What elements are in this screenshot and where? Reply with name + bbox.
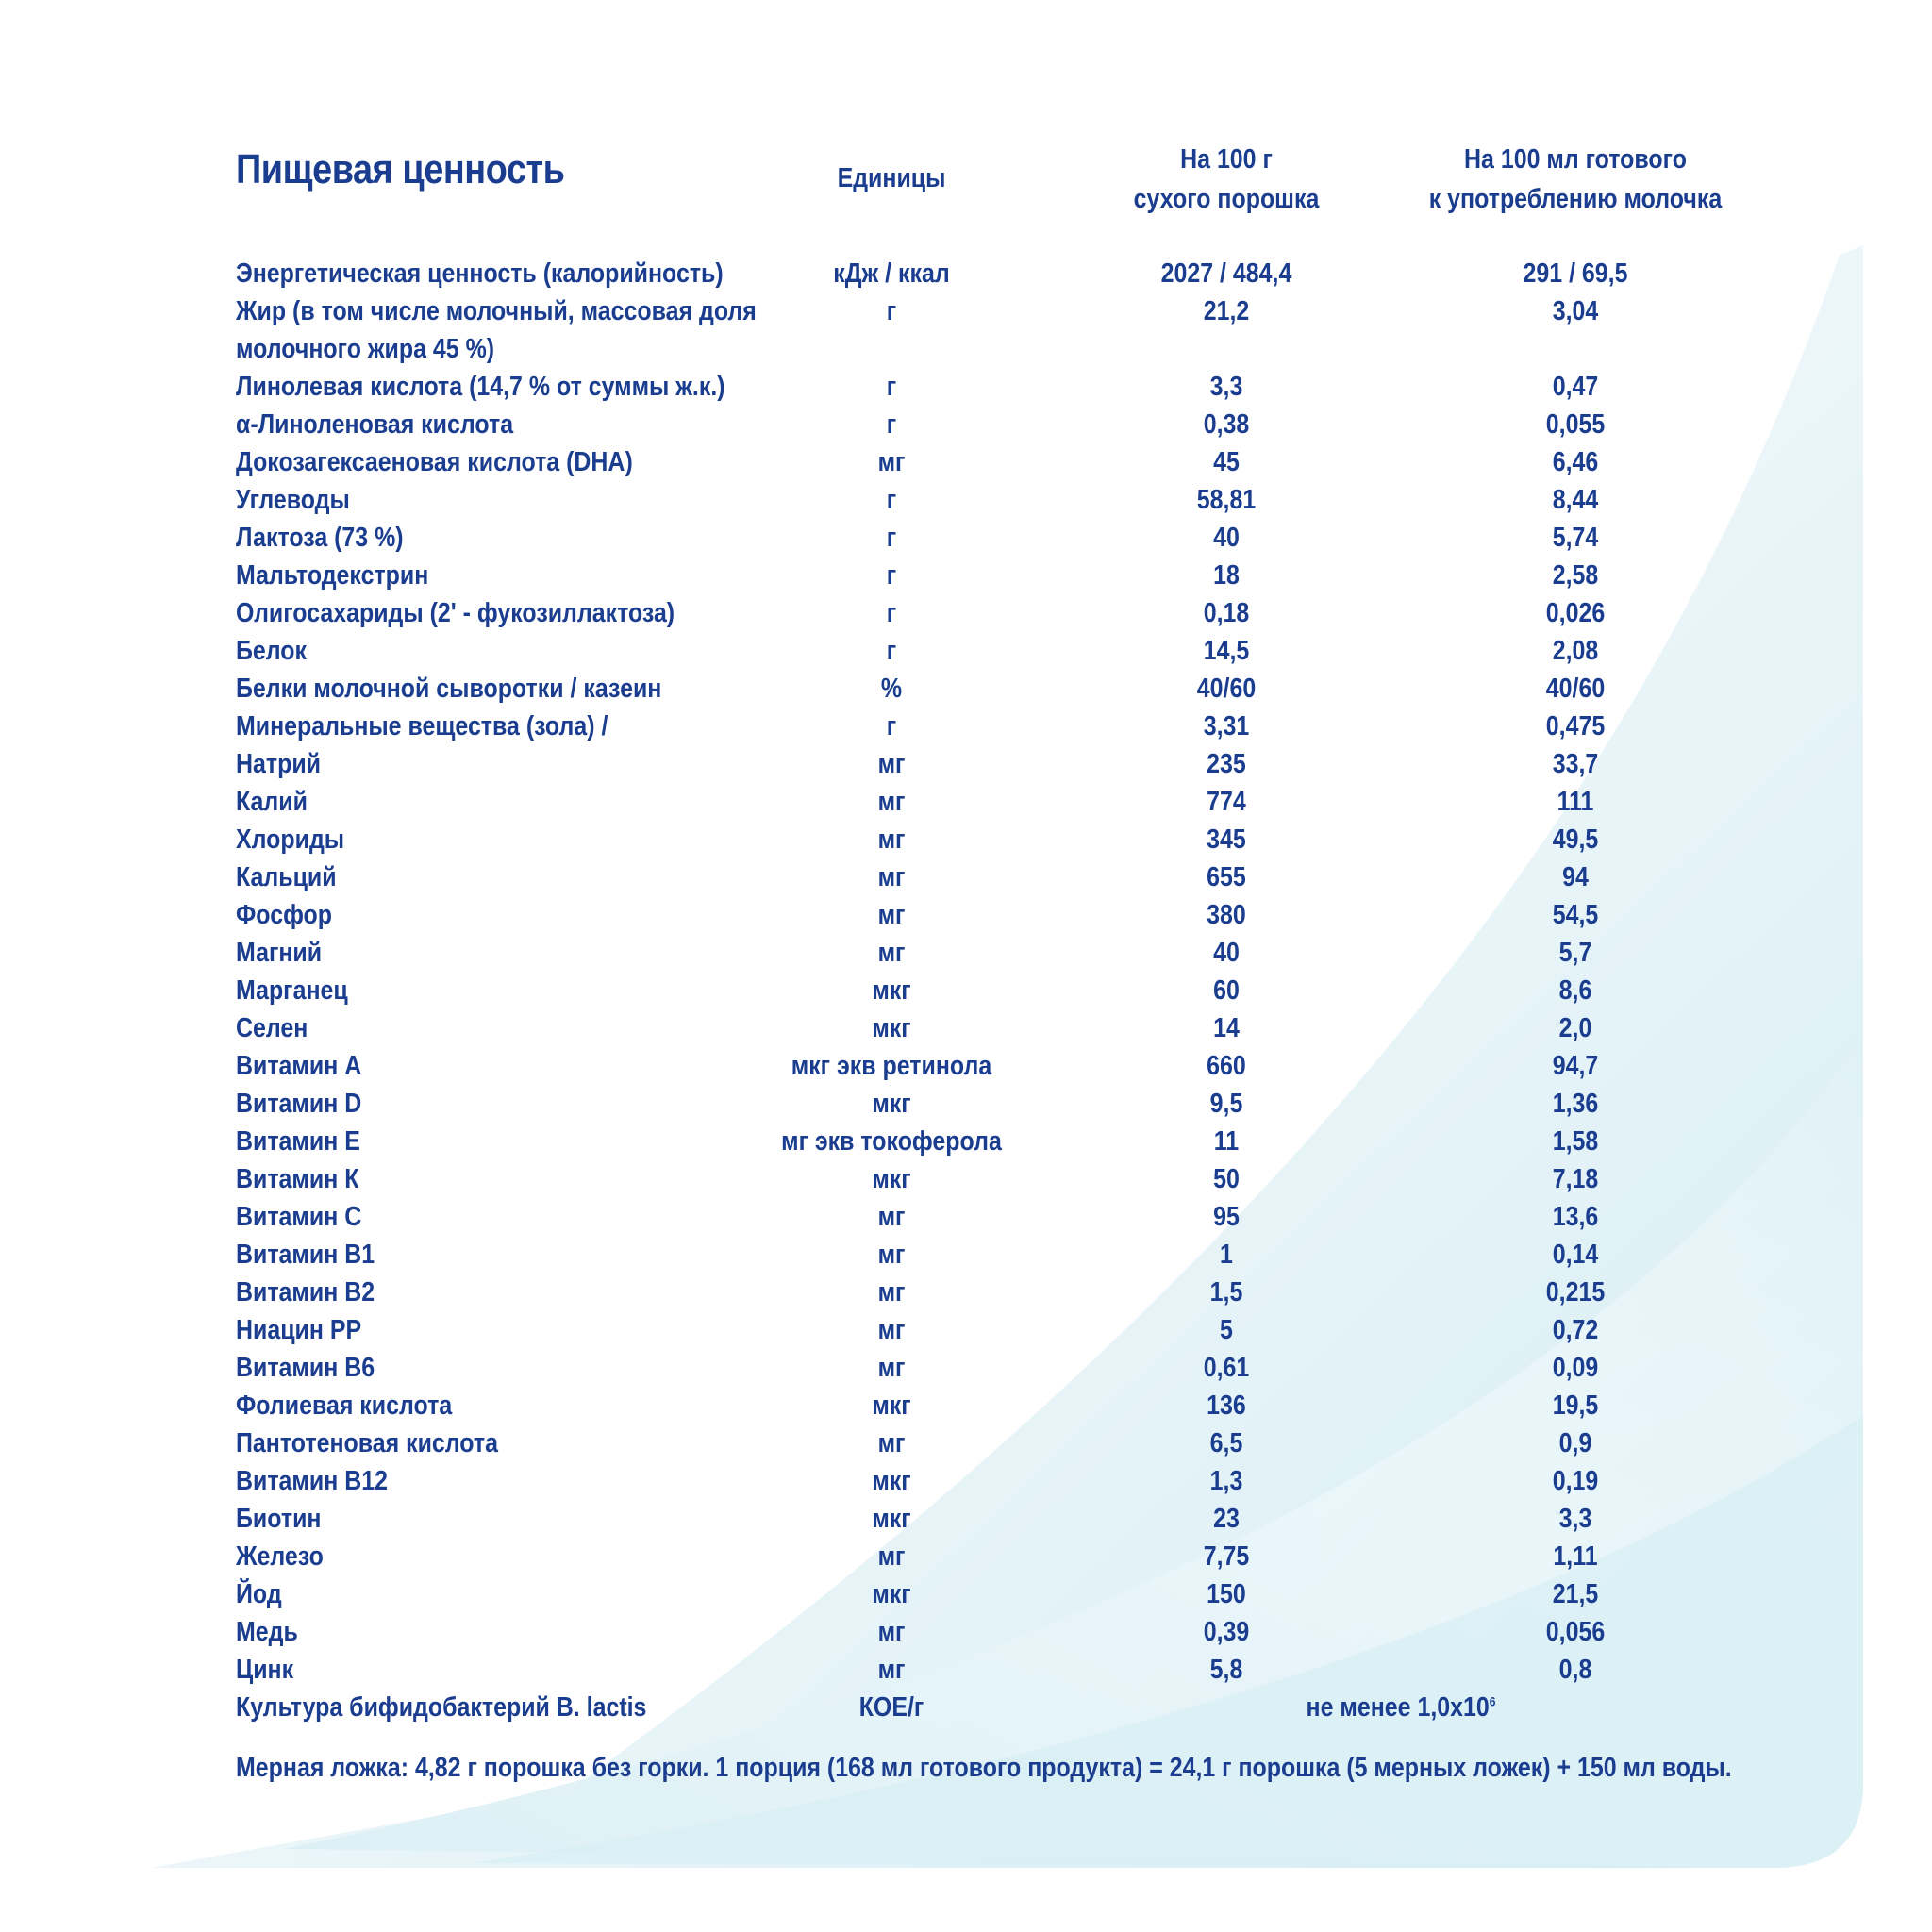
value-per-100g: 95 — [1213, 1202, 1240, 1232]
nutrient-name-line: Жир (в том числе молочный, массовая доля — [236, 296, 757, 326]
page-title: Пищевая ценность — [236, 146, 565, 192]
nutrient-name-line: Белок — [236, 636, 308, 666]
nutrient-name-line: Кальций — [236, 862, 337, 892]
table-row — [0, 1500, 1932, 1538]
table-row — [0, 670, 1932, 708]
value-per-100ml: 0,72 — [1552, 1315, 1599, 1345]
value-per-100g: 40 — [1213, 938, 1240, 968]
nutrient-name — [236, 292, 757, 368]
value-per-100g: 14 — [1213, 1013, 1240, 1043]
table-row — [0, 594, 1932, 632]
table-row — [0, 1689, 1932, 1726]
nutrient-name: Культура бифидобактерий B. lactis — [236, 1692, 647, 1723]
table-row — [0, 1538, 1932, 1575]
nutrient-name-line: Натрий — [236, 749, 322, 779]
nutrient-name — [236, 783, 308, 821]
nutrient-name-line: Пантотеновая кислота — [236, 1428, 498, 1458]
nutrient-unit: КОЕ/г — [858, 1692, 924, 1723]
nutrition-table — [0, 255, 1932, 1726]
value-per-100ml: 1,58 — [1552, 1126, 1599, 1157]
table-row — [0, 632, 1932, 670]
nutrient-name — [236, 858, 337, 896]
value-per-100g: 3,31 — [1203, 711, 1250, 741]
table-row — [0, 896, 1932, 934]
nutrient-unit: мг экв токоферола — [781, 1126, 1002, 1157]
nutrient-name-line: Олигосахариды (2' - фукозиллактоза) — [236, 598, 675, 628]
serving-note: Мерная ложка: 4,82 г порошка без горки. 1 порция (168 мл готового продукта) = 24,1 г порошка (5 мерных ложек) + 150 мл воды. — [236, 1753, 1732, 1783]
nutrient-unit: г — [886, 711, 897, 741]
nutrient-unit: мг — [877, 1315, 906, 1345]
nutrient-name — [236, 1123, 360, 1160]
nutrient-unit: г — [886, 636, 897, 666]
nutrient-name-line: Марганец — [236, 975, 348, 1006]
nutrient-name — [236, 1311, 361, 1349]
nutrient-unit: мг — [877, 1428, 906, 1458]
value-per-100ml: 40/60 — [1545, 674, 1606, 704]
value-per-100ml: 8,44 — [1552, 485, 1599, 515]
value-per-100ml: 0,055 — [1545, 409, 1606, 440]
nutrient-name — [236, 934, 322, 972]
value-per-100ml: 49,5 — [1552, 824, 1599, 855]
nutrient-name — [236, 1575, 282, 1613]
nutrient-unit: мкг экв ретинола — [791, 1051, 992, 1081]
nutrient-name-line: Биотин — [236, 1504, 322, 1534]
value-per-100g: 660 — [1207, 1051, 1246, 1081]
value-per-100g: 1 — [1220, 1240, 1233, 1270]
value-per-100ml: 0,056 — [1545, 1617, 1606, 1647]
value-per-100g: 380 — [1207, 900, 1246, 930]
table-row — [0, 255, 1932, 292]
value-text: не менее 1,0x10 — [1306, 1692, 1490, 1723]
nutrient-unit: г — [886, 409, 897, 440]
nutrient-name — [236, 1424, 498, 1462]
table-row — [0, 1387, 1932, 1424]
nutrient-name-line: Витамин D — [236, 1089, 362, 1119]
table-row — [0, 1085, 1932, 1123]
nutrient-unit: кДж / ккал — [833, 258, 950, 289]
nutrient-name — [236, 557, 428, 594]
value-per-100ml: 3,3 — [1558, 1504, 1592, 1534]
value-exponent: 6 — [1489, 1693, 1496, 1709]
value-per-100g: 150 — [1207, 1579, 1246, 1609]
value-per-100g: 40 — [1213, 523, 1240, 553]
value-per-100g: 11 — [1213, 1126, 1240, 1157]
nutrient-unit: мкг — [872, 1504, 911, 1534]
nutrient-name — [236, 745, 321, 783]
nutrient-name-line: Энергетическая ценность (калорийность) — [236, 258, 724, 289]
table-row — [0, 443, 1932, 481]
nutrient-name — [236, 1160, 358, 1198]
column-header-per-100ml-line1: На 100 мл готового — [1464, 144, 1687, 175]
nutrient-name — [236, 1462, 388, 1500]
table-row — [0, 1613, 1932, 1651]
nutrient-unit: мг — [877, 824, 906, 855]
nutrient-unit: мкг — [872, 1164, 911, 1194]
value-per-100ml: 0,9 — [1558, 1428, 1592, 1458]
value-per-100ml: 0,475 — [1545, 711, 1606, 741]
value-per-100ml: 1,36 — [1552, 1089, 1599, 1119]
nutrient-name — [236, 1198, 361, 1236]
nutrient-name-line: Калий — [236, 787, 308, 817]
value-per-100g: 5,8 — [1209, 1655, 1243, 1685]
column-header-units — [729, 158, 1054, 198]
nutrient-unit: г — [886, 296, 897, 326]
nutrient-unit: г — [886, 560, 897, 591]
nutrient-name — [236, 1613, 298, 1651]
value-per-100g: 3,3 — [1209, 372, 1243, 402]
table-row — [0, 1651, 1932, 1689]
value-per-100ml: 5,74 — [1552, 523, 1599, 553]
table-row — [0, 368, 1932, 406]
value-per-100g: 14,5 — [1203, 636, 1250, 666]
nutrient-unit: мкг — [872, 1089, 911, 1119]
table-row — [0, 519, 1932, 557]
value-per-100g: 5 — [1220, 1315, 1233, 1345]
value-per-100ml: 0,09 — [1552, 1353, 1599, 1383]
value-per-100ml: 5,7 — [1558, 938, 1592, 968]
nutrient-name — [236, 896, 332, 934]
value-per-100g: 0,18 — [1203, 598, 1250, 628]
nutrient-unit: мкг — [872, 1466, 911, 1496]
table-row — [0, 481, 1932, 519]
column-header-per-100g-line2: сухого порошка — [1133, 184, 1320, 214]
nutrient-name-line: Мальтодекстрин — [236, 560, 429, 591]
nutrient-unit: мг — [877, 447, 906, 477]
nutrient-name-line: Лактоза (73 %) — [236, 523, 404, 553]
table-row — [0, 858, 1932, 896]
value-per-100ml: 54,5 — [1552, 900, 1599, 930]
table-row — [0, 1575, 1932, 1613]
nutrient-name — [236, 1387, 452, 1424]
value-per-100g: 6,5 — [1209, 1428, 1243, 1458]
table-row — [0, 292, 1932, 368]
value-per-100g: 18 — [1213, 560, 1240, 591]
nutrient-unit: мг — [877, 1277, 906, 1307]
nutrient-unit: мг — [877, 938, 906, 968]
value-per-100g: 21,2 — [1203, 296, 1250, 326]
nutrient-name-line: Фолиевая кислота — [236, 1391, 453, 1421]
value-per-100ml: 1,11 — [1553, 1541, 1598, 1572]
value-per-100g: 45 — [1213, 447, 1240, 477]
nutrient-name — [236, 972, 348, 1009]
value-per-100g: 50 — [1213, 1164, 1240, 1194]
value-per-100g: 0,38 — [1203, 409, 1250, 440]
nutrient-unit: г — [886, 372, 897, 402]
table-row — [0, 1349, 1932, 1387]
nutrient-name — [236, 1047, 361, 1085]
nutrient-name-line: молочного жира 45 %) — [236, 334, 495, 364]
value-per-100ml: 21,5 — [1552, 1579, 1599, 1609]
nutrient-name-line: Ниацин PP — [236, 1315, 362, 1345]
nutrient-name — [236, 481, 350, 519]
nutrient-name-line: Фосфор — [236, 900, 333, 930]
nutrient-unit: мг — [877, 749, 906, 779]
nutrient-name-line: Витамин C — [236, 1202, 362, 1232]
column-header-per-100g — [1064, 140, 1389, 219]
nutrient-name-line: Витамин B1 — [236, 1240, 375, 1270]
value-per-100ml: 19,5 — [1552, 1391, 1599, 1421]
value-per-100ml: 2,0 — [1558, 1013, 1592, 1043]
value-per-100g: 2027 / 484,4 — [1160, 258, 1292, 289]
nutrient-unit: мкг — [872, 975, 911, 1006]
table-row — [0, 745, 1932, 783]
value-per-100g: 1,3 — [1209, 1466, 1243, 1496]
value-per-100g: 0,61 — [1203, 1353, 1250, 1383]
value-per-100ml: 291 / 69,5 — [1523, 258, 1628, 289]
value-per-100ml: 13,6 — [1552, 1202, 1599, 1232]
nutrient-unit: мг — [877, 1655, 906, 1685]
table-row — [0, 1160, 1932, 1198]
value-per-100g: 1,5 — [1209, 1277, 1243, 1307]
value-per-100ml: 8,6 — [1558, 975, 1592, 1006]
value-per-100g: 0,39 — [1203, 1617, 1250, 1647]
table-row — [0, 708, 1932, 745]
nutrient-unit: мкг — [872, 1579, 911, 1609]
nutrient-name-line: Витамин К — [236, 1164, 359, 1194]
nutrient-unit: мг — [877, 862, 906, 892]
value-per-100ml: 0,215 — [1545, 1277, 1606, 1307]
nutrient-name-line: Витамин E — [236, 1126, 360, 1157]
value-spanning — [1239, 1689, 1563, 1726]
table-row — [0, 1198, 1932, 1236]
nutrient-name-line: Медь — [236, 1617, 298, 1647]
nutrient-name-line: Йод — [236, 1579, 282, 1609]
nutrient-name — [236, 406, 513, 443]
value-per-100g: 235 — [1207, 749, 1246, 779]
nutrient-name-line: Линолевая кислота (14,7 % от суммы ж.к.) — [236, 372, 725, 402]
value-per-100g: 774 — [1207, 787, 1246, 817]
value-per-100g: 40/60 — [1196, 674, 1257, 704]
table-row — [0, 1047, 1932, 1085]
nutrient-name-line: Витамин B6 — [236, 1353, 375, 1383]
nutrient-name-line: Минеральные вещества (зола) / — [236, 711, 608, 741]
table-row — [0, 1311, 1932, 1349]
table-row — [0, 1462, 1932, 1500]
nutrient-name — [236, 1085, 361, 1123]
table-row — [0, 1424, 1932, 1462]
nutrient-name-line: Витамин B2 — [236, 1277, 375, 1307]
nutrient-name — [236, 1538, 324, 1575]
value-per-100ml: 2,58 — [1552, 560, 1599, 591]
value-per-100ml: 0,47 — [1552, 372, 1599, 402]
nutrient-name-line: Железо — [236, 1541, 324, 1572]
table-row — [0, 1009, 1932, 1047]
value-per-100g: 345 — [1207, 824, 1246, 855]
nutrient-name — [236, 1651, 293, 1689]
nutrient-unit: г — [886, 523, 897, 553]
value-per-100ml: 3,04 — [1552, 296, 1599, 326]
nutrient-unit: г — [886, 598, 897, 628]
value-per-100g: 7,75 — [1203, 1541, 1250, 1572]
table-row — [0, 934, 1932, 972]
nutrient-unit: мг — [877, 1202, 906, 1232]
nutrient-name — [236, 255, 724, 292]
nutrient-name — [236, 1500, 321, 1538]
value-per-100ml: 0,8 — [1558, 1655, 1592, 1685]
value-per-100g: 655 — [1207, 862, 1246, 892]
table-row — [0, 972, 1932, 1009]
nutrient-name-line: Селен — [236, 1013, 308, 1043]
nutrient-unit: мкг — [872, 1391, 911, 1421]
nutrient-unit: г — [886, 485, 897, 515]
value-per-100ml: 6,46 — [1552, 447, 1599, 477]
table-row — [0, 821, 1932, 858]
nutrient-name-line: Хлориды — [236, 824, 345, 855]
nutrient-unit: мг — [877, 1617, 906, 1647]
value-per-100ml: 2,08 — [1552, 636, 1599, 666]
nutrient-name-line: Магний — [236, 938, 323, 968]
nutrient-name — [236, 670, 661, 708]
value-per-100ml: 7,18 — [1552, 1164, 1599, 1194]
table-row — [0, 1236, 1932, 1274]
nutrient-name-line: α-Линоленовая кислота — [236, 409, 514, 440]
nutrient-unit: мкг — [872, 1013, 911, 1043]
nutrient-name-line: Цинк — [236, 1655, 294, 1685]
table-row — [0, 406, 1932, 443]
value-per-100ml: 94,7 — [1552, 1051, 1599, 1081]
value-per-100ml: 33,7 — [1552, 749, 1599, 779]
nutrient-name-line: Витамин A — [236, 1051, 362, 1081]
value-per-100ml: 94 — [1562, 862, 1589, 892]
table-row — [0, 557, 1932, 594]
table-row — [0, 783, 1932, 821]
nutrient-name — [236, 443, 633, 481]
nutrient-name — [236, 1349, 375, 1387]
column-header-per-100g-line1: На 100 г — [1180, 144, 1273, 175]
nutrient-name — [236, 519, 404, 557]
value-per-100g: 58,81 — [1196, 485, 1257, 515]
nutrient-name-line: Докозагексаеновая кислота (DHA) — [236, 447, 633, 477]
nutrient-name — [236, 632, 307, 670]
nutrient-unit: мг — [877, 787, 906, 817]
value-per-100ml: 111 — [1557, 787, 1594, 817]
nutrient-name-line: Витамин B12 — [236, 1466, 388, 1496]
value-per-100ml: 0,026 — [1545, 598, 1606, 628]
nutrient-name — [236, 821, 344, 858]
nutrient-unit: % — [880, 674, 903, 704]
nutrient-unit: мг — [877, 900, 906, 930]
nutrient-name-line: Белки молочной сыворотки / казеин — [236, 674, 662, 704]
column-header-per-100ml — [1413, 140, 1738, 219]
value-per-100g: 9,5 — [1209, 1089, 1243, 1119]
nutrient-unit: мг — [877, 1353, 906, 1383]
nutrient-unit: мг — [877, 1541, 906, 1572]
nutrient-name — [236, 708, 608, 745]
column-header-units-text: Единицы — [837, 163, 946, 193]
nutrient-name — [236, 1274, 375, 1311]
value-per-100g: 60 — [1213, 975, 1240, 1006]
nutrient-unit: мг — [877, 1240, 906, 1270]
nutrient-name — [236, 1009, 308, 1047]
value-per-100g: 23 — [1213, 1504, 1240, 1534]
table-row — [0, 1274, 1932, 1311]
value-per-100ml: 0,19 — [1552, 1466, 1599, 1496]
column-header-per-100ml-line2: к употреблению молочка — [1428, 184, 1723, 214]
value-per-100g: 136 — [1207, 1391, 1246, 1421]
nutrient-name — [236, 368, 725, 406]
table-row — [0, 1123, 1932, 1160]
nutrient-name — [236, 594, 675, 632]
value-per-100ml: 0,14 — [1552, 1240, 1599, 1270]
nutrient-name-line: Углеводы — [236, 485, 350, 515]
nutrient-name — [236, 1236, 375, 1274]
